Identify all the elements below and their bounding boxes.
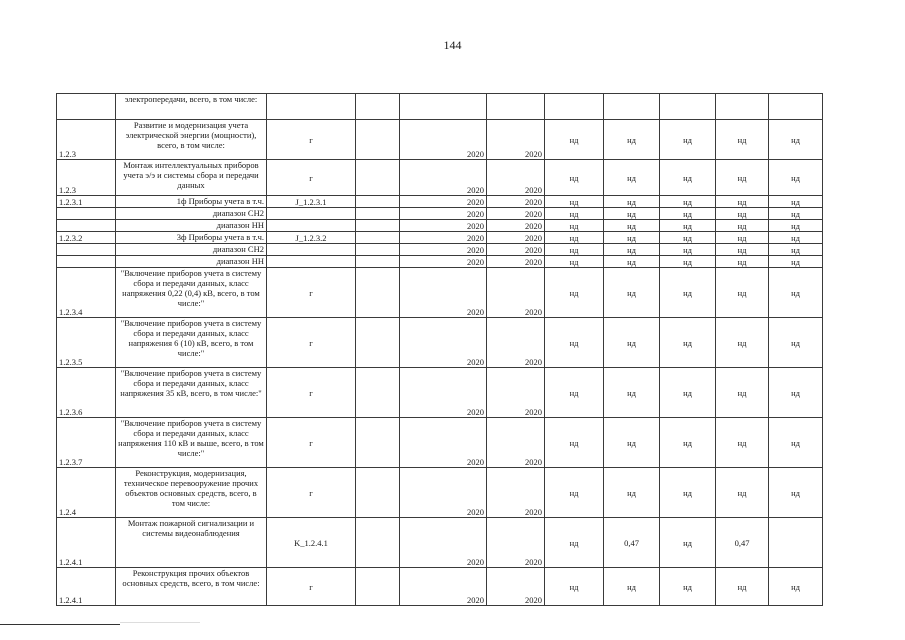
row-name: "Включение приборов учета в систему сбора и передачи данных, класс напряжения 110 кВ и выше, всего, в том числе:"	[116, 418, 267, 468]
row-code: 1.2.3.1	[57, 196, 116, 208]
row-mark: г	[267, 418, 356, 468]
row-name: "Включение приборов учета в систему сбора и передачи данных, класс напряжения 6 (10) кВ, всего, в том числе:"	[116, 318, 267, 368]
row-year-end	[487, 94, 545, 120]
row-mark: г	[267, 120, 356, 160]
row-year-start: 2020	[400, 220, 487, 232]
row-year-end: 2020	[487, 318, 545, 368]
table-row	[57, 256, 823, 268]
table-row	[57, 518, 823, 568]
row-code	[57, 244, 116, 256]
table-row	[57, 196, 823, 208]
row-value: нд	[716, 568, 769, 606]
row-year-end: 2020	[487, 220, 545, 232]
row-value: нд	[604, 468, 660, 518]
row-code	[57, 208, 116, 220]
row-name: Монтаж пожарной сигнализации и системы видеонаблюдения	[116, 518, 267, 568]
row-code: 1.2.3.4	[57, 268, 116, 318]
row-name: "Включение приборов учета в систему сбора и передачи данных, класс напряжения 0,22 (0,4) кВ, всего, в том числе:"	[116, 268, 267, 318]
row-value	[660, 94, 716, 120]
row-value: нд	[604, 318, 660, 368]
row-value: нд	[545, 208, 604, 220]
row-empty-cell	[356, 318, 400, 368]
row-value	[716, 94, 769, 120]
row-value: нд	[660, 120, 716, 160]
row-value: нд	[769, 568, 823, 606]
row-value: нд	[769, 220, 823, 232]
row-empty-cell	[356, 518, 400, 568]
row-mark: г	[267, 368, 356, 418]
row-value: нд	[660, 518, 716, 568]
row-value: нд	[545, 368, 604, 418]
row-value: нд	[545, 244, 604, 256]
row-mark: J_1.2.3.2	[267, 232, 356, 244]
row-value: нд	[545, 318, 604, 368]
row-name: Монтаж интеллектуальных приборов учета э/э и системы сбора и передачи данных	[116, 160, 267, 196]
row-value: 0,47	[604, 518, 660, 568]
row-year-end: 2020	[487, 244, 545, 256]
table-row	[57, 208, 823, 220]
row-year-end: 2020	[487, 256, 545, 268]
row-code	[57, 94, 116, 120]
row-value: нд	[716, 232, 769, 244]
table-row	[57, 160, 823, 196]
row-code: 1.2.3.2	[57, 232, 116, 244]
row-value: нд	[545, 196, 604, 208]
row-year-end: 2020	[487, 368, 545, 418]
row-year-start: 2020	[400, 256, 487, 268]
row-value: нд	[716, 220, 769, 232]
row-year-end: 2020	[487, 518, 545, 568]
row-value: нд	[716, 244, 769, 256]
row-mark: г	[267, 268, 356, 318]
row-value: нд	[545, 232, 604, 244]
row-code: 1.2.3	[57, 120, 116, 160]
row-name: "Включение приборов учета в систему сбора и передачи данных, класс напряжения 35 кВ, всего, в том числе:"	[116, 368, 267, 418]
row-code: 1.2.3	[57, 160, 116, 196]
row-mark	[267, 220, 356, 232]
row-code	[57, 256, 116, 268]
row-name: электропередачи, всего, в том числе:	[116, 94, 267, 120]
row-code	[57, 220, 116, 232]
row-code: 1.2.4	[57, 468, 116, 518]
row-value: нд	[604, 196, 660, 208]
row-year-start: 2020	[400, 232, 487, 244]
row-value: нд	[769, 418, 823, 468]
row-year-end: 2020	[487, 208, 545, 220]
table-row	[57, 220, 823, 232]
row-name: 1ф Приборы учета в т.ч.	[116, 196, 267, 208]
row-name: диапазон СН2	[116, 244, 267, 256]
row-empty-cell	[356, 568, 400, 606]
row-value	[604, 94, 660, 120]
row-name: диапазон НН	[116, 256, 267, 268]
row-mark: K_1.2.4.1	[267, 518, 356, 568]
row-value: нд	[769, 232, 823, 244]
row-value: нд	[660, 244, 716, 256]
table-row	[57, 232, 823, 244]
row-empty-cell	[356, 244, 400, 256]
row-code: 1.2.3.6	[57, 368, 116, 418]
row-value: нд	[716, 196, 769, 208]
row-value: нд	[769, 120, 823, 160]
row-year-end: 2020	[487, 232, 545, 244]
row-code: 1.2.3.5	[57, 318, 116, 368]
row-value: нд	[604, 268, 660, 318]
row-year-end: 2020	[487, 196, 545, 208]
row-value: нд	[769, 160, 823, 196]
row-value	[545, 94, 604, 120]
row-year-start: 2020	[400, 368, 487, 418]
row-mark	[267, 256, 356, 268]
row-year-start: 2020	[400, 208, 487, 220]
row-empty-cell	[356, 256, 400, 268]
row-value: нд	[769, 208, 823, 220]
row-value: нд	[660, 256, 716, 268]
row-empty-cell	[356, 94, 400, 120]
row-value: нд	[660, 220, 716, 232]
row-value: нд	[769, 256, 823, 268]
row-value: нд	[716, 318, 769, 368]
table-row	[57, 368, 823, 418]
row-mark: J_1.2.3.1	[267, 196, 356, 208]
row-value: нд	[545, 268, 604, 318]
row-value: нд	[660, 208, 716, 220]
row-value: нд	[660, 268, 716, 318]
row-value: нд	[604, 120, 660, 160]
row-value: нд	[604, 232, 660, 244]
row-mark: г	[267, 568, 356, 606]
row-value: нд	[545, 220, 604, 232]
row-value: нд	[769, 318, 823, 368]
row-year-end: 2020	[487, 120, 545, 160]
row-value: нд	[769, 244, 823, 256]
row-empty-cell	[356, 232, 400, 244]
row-year-start: 2020	[400, 268, 487, 318]
row-year-start: 2020	[400, 468, 487, 518]
row-value: нд	[769, 368, 823, 418]
row-value: нд	[716, 160, 769, 196]
row-value: нд	[604, 568, 660, 606]
row-empty-cell	[356, 196, 400, 208]
row-mark: г	[267, 160, 356, 196]
row-value: нд	[660, 232, 716, 244]
row-mark	[267, 94, 356, 120]
row-year-end: 2020	[487, 418, 545, 468]
row-value: нд	[660, 196, 716, 208]
row-value	[769, 94, 823, 120]
row-value: нд	[545, 518, 604, 568]
row-name: Развитие и модернизация учета электрической энергии (мощности), всего, в том числе:	[116, 120, 267, 160]
row-empty-cell	[356, 220, 400, 232]
row-mark	[267, 208, 356, 220]
row-value: нд	[716, 208, 769, 220]
row-year-start: 2020	[400, 160, 487, 196]
row-year-start: 2020	[400, 244, 487, 256]
row-value: нд	[604, 160, 660, 196]
row-year-end: 2020	[487, 568, 545, 606]
row-value: нд	[545, 256, 604, 268]
row-name: диапазон СН2	[116, 208, 267, 220]
row-value: нд	[660, 568, 716, 606]
row-value: нд	[604, 368, 660, 418]
row-year-start: 2020	[400, 518, 487, 568]
table-row	[57, 268, 823, 318]
row-name: диапазон НН	[116, 220, 267, 232]
row-empty-cell	[356, 120, 400, 160]
row-empty-cell	[356, 468, 400, 518]
row-value: нд	[604, 256, 660, 268]
row-mark: г	[267, 318, 356, 368]
row-value: нд	[716, 268, 769, 318]
row-value: нд	[660, 468, 716, 518]
table-row	[57, 94, 823, 120]
row-value: нд	[545, 468, 604, 518]
table-row	[57, 418, 823, 468]
row-empty-cell	[356, 160, 400, 196]
row-year-start: 2020	[400, 568, 487, 606]
row-mark	[267, 244, 356, 256]
table-row	[57, 120, 823, 160]
investment-program-table	[56, 93, 823, 606]
row-value: нд	[660, 368, 716, 418]
row-empty-cell	[356, 418, 400, 468]
row-name: 3ф Приборы учета в т.ч.	[116, 232, 267, 244]
row-value: нд	[716, 120, 769, 160]
row-value: нд	[545, 120, 604, 160]
footnote-separator	[0, 624, 120, 625]
row-value: нд	[660, 160, 716, 196]
row-empty-cell	[356, 368, 400, 418]
row-code: 1.2.3.7	[57, 418, 116, 468]
row-name: Реконструкция прочих объектов основных средств, всего, в том числе:	[116, 568, 267, 606]
row-year-end: 2020	[487, 468, 545, 518]
row-value: нд	[769, 468, 823, 518]
row-value: нд	[604, 418, 660, 468]
row-value: нд	[604, 208, 660, 220]
row-value: нд	[716, 468, 769, 518]
row-value	[769, 518, 823, 568]
row-empty-cell	[356, 208, 400, 220]
row-value: нд	[604, 220, 660, 232]
table-row	[57, 318, 823, 368]
row-code: 1.2.4.1	[57, 568, 116, 606]
row-value: нд	[716, 256, 769, 268]
page-number: 144	[443, 38, 462, 52]
row-value: нд	[545, 160, 604, 196]
row-year-start	[400, 94, 487, 120]
row-value: нд	[545, 568, 604, 606]
row-value: нд	[716, 368, 769, 418]
row-year-end: 2020	[487, 268, 545, 318]
row-empty-cell	[356, 268, 400, 318]
table-row	[57, 568, 823, 606]
row-value: нд	[604, 244, 660, 256]
row-year-start: 2020	[400, 120, 487, 160]
row-value: нд	[769, 268, 823, 318]
row-value: нд	[545, 418, 604, 468]
row-year-start: 2020	[400, 196, 487, 208]
row-value: нд	[660, 418, 716, 468]
row-name: Реконструкция, модернизация, техническое перевооружение прочих объектов основных средств, всего, в том числе:	[116, 468, 267, 518]
table-row	[57, 244, 823, 256]
row-year-end: 2020	[487, 160, 545, 196]
row-value: нд	[716, 418, 769, 468]
row-code: 1.2.4.1	[57, 518, 116, 568]
footnote-separator-faint	[120, 622, 200, 623]
row-year-start: 2020	[400, 318, 487, 368]
row-year-start: 2020	[400, 418, 487, 468]
row-value: нд	[660, 318, 716, 368]
row-mark: г	[267, 468, 356, 518]
row-value: нд	[769, 196, 823, 208]
row-value: 0,47	[716, 518, 769, 568]
table-row	[57, 468, 823, 518]
